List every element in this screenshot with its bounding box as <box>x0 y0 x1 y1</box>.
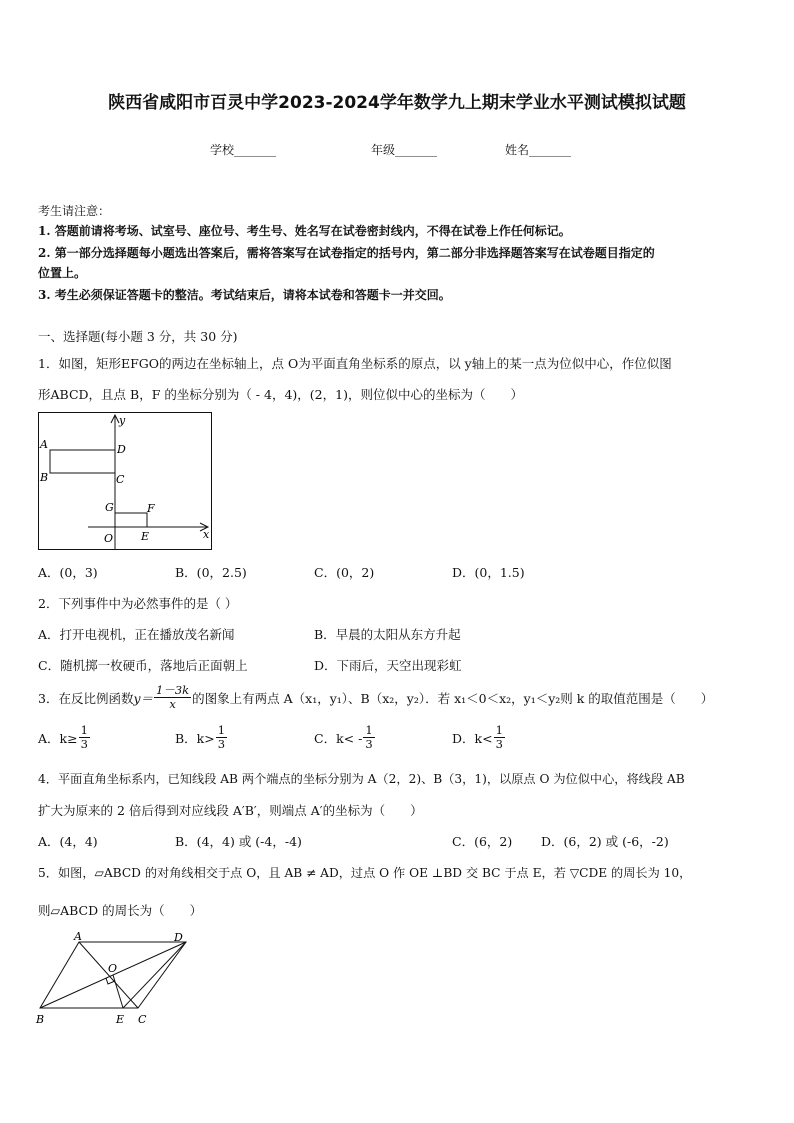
label-y: y <box>119 414 126 427</box>
q3-option-c-frac <box>363 724 374 751</box>
frac-den: 3 <box>365 737 373 751</box>
school-label: 学校 <box>210 143 235 157</box>
q4-option-d: D．(6，2) 或 (-6，-2) <box>541 834 669 849</box>
q3-suffix: 的图象上有两点 A（x₁，y₁）、B（x₂，y₂）．若 x₁＜0＜x₂，y₁＜y₂则 k 的取值范围是（ ） <box>192 690 714 706</box>
q4-option-b: B．(4，4) 或 (-4，-4) <box>175 834 302 849</box>
q3-yeq: y＝ <box>133 690 154 706</box>
question-1-line-1: 1．如图，矩形EFGO的两边在坐标轴上，点 O为平面直角坐标系的原点，以 y轴上的某一点为位似中心，作位似图 <box>38 356 672 371</box>
q3-prefix: 3．在反比例函数 <box>38 690 134 706</box>
label-o: O <box>108 962 118 975</box>
q3-option-c-label: C．k< - <box>314 730 363 746</box>
q3-option-d <box>452 724 506 751</box>
q3-option-a <box>38 724 91 751</box>
q1-option-b: B．(0，2.5) <box>175 565 247 580</box>
label-a: A <box>74 930 82 943</box>
school-blank: _______ <box>234 143 277 157</box>
q3-fraction-num: 1－3k <box>156 683 190 697</box>
q1-option-c: C．(0，2) <box>314 565 375 580</box>
q2-option-a: A．打开电视机，正在播放茂名新闻 <box>38 627 235 642</box>
label-a: A <box>40 438 48 451</box>
question-2-stem: 2．下列事件中为必然事件的是（ ） <box>38 596 238 611</box>
question-5-line-1: 5．如图，▱ABCD 的对角线相交于点 O，且 AB ≠ AD，过点 O 作 OE ⊥BD 交 BC 于点 E，若 ▽CDE 的周长为 10， <box>38 866 692 880</box>
q3-fraction-den: x <box>169 697 176 711</box>
q2-option-d: D．下雨后，天空出现彩虹 <box>314 658 462 673</box>
grade-field <box>371 141 437 158</box>
label-c: C <box>116 473 125 486</box>
label-x: x <box>203 528 210 541</box>
q2-option-b: B．早晨的太阳从东方升起 <box>314 627 461 642</box>
diagonal-ac <box>79 942 138 1008</box>
name-field <box>505 141 571 158</box>
name-label: 姓名 <box>505 143 530 157</box>
figure-frame <box>39 413 212 550</box>
notice-heading: 考生请注意： <box>38 204 111 218</box>
segment-de <box>123 942 186 1008</box>
label-c: C <box>138 1013 147 1026</box>
label-b: B <box>36 1013 45 1026</box>
grade-blank: _______ <box>395 143 438 157</box>
q3-fraction <box>154 684 191 711</box>
name-blank: _______ <box>529 143 572 157</box>
q3-option-b-frac <box>216 724 227 751</box>
frac-den: 3 <box>495 737 503 751</box>
grade-label: 年级 <box>371 143 396 157</box>
q3-option-b <box>175 724 228 751</box>
question-4-line-1: 4．平面直角坐标系内，已知线段 AB 两个端点的坐标分别为 A（2，2)、B（3，1)，以原点 O 为位似中心，将线段 AB <box>38 772 685 786</box>
q3-option-d-label: D．k< <box>452 730 493 746</box>
label-g: G <box>105 501 114 514</box>
frac-num: 1 <box>495 723 503 737</box>
segment-oe <box>113 975 123 1008</box>
q1-option-a: A．(0，3) <box>38 565 98 580</box>
frac-num: 1 <box>365 723 373 737</box>
q4-option-c: C．(6，2) <box>452 834 513 849</box>
q3-option-b-label: B．k> <box>175 730 215 746</box>
q3-option-d-frac <box>494 724 505 751</box>
label-d: D <box>174 931 183 944</box>
q3-option-a-label: A．k≥ <box>38 730 78 746</box>
page-title: 陕西省咸阳市百灵中学2023-2024学年数学九上期末学业水平测试模拟试题 <box>108 93 686 113</box>
label-b: B <box>40 471 49 484</box>
q3-option-c <box>314 724 376 751</box>
label-f: F <box>147 502 155 515</box>
frac-den: 3 <box>80 737 88 751</box>
label-e: E <box>116 1013 125 1026</box>
notice-item: 3. 考生必须保证答题卡的整洁。考试结束后，请将本试卷和答题卡一并交回。 <box>38 288 451 302</box>
school-field <box>210 141 276 158</box>
rectangle-efgo <box>115 513 147 527</box>
q5-figure <box>34 930 194 1030</box>
q3-option-a-frac <box>79 724 90 751</box>
label-o: O <box>104 532 114 545</box>
q1-option-d: D．(0，1.5) <box>452 565 525 580</box>
rectangle-abcd <box>50 450 115 473</box>
label-d: D <box>117 443 126 456</box>
notice-item: 1. 答题前请将考场、试室号、座位号、考生号、姓名写在试卷密封线内，不得在试卷上作任何标记。 <box>38 224 571 238</box>
label-e: E <box>141 530 150 543</box>
frac-num: 1 <box>80 723 88 737</box>
question-4-line-2: 扩大为原来的 2 倍后得到对应线段 A′B′，则端点 A′的坐标为（ ） <box>38 803 423 818</box>
frac-num: 1 <box>217 723 226 737</box>
notice-item: 2. 第一部分选择题每小题选出答案后，需将答案写在试卷指定的括号内，第二部分非选择题答案写在试卷题目指定的 <box>38 246 655 260</box>
notice-item: 位置上。 <box>38 266 87 280</box>
question-5-line-2: 则▱ABCD 的周长为（ ） <box>38 903 203 918</box>
q1-figure <box>38 412 214 552</box>
question-3-stem <box>38 684 713 711</box>
section-heading: 一、选择题(每小题 3 分，共 30 分) <box>38 329 238 344</box>
question-1-line-2: 形ABCD，且点 B，F 的坐标分别为（ - 4，4)，(2，1)，则位似中心的坐标为（ ） <box>38 387 523 402</box>
frac-den: 3 <box>217 737 226 751</box>
q4-option-a: A．(4，4) <box>38 834 98 849</box>
q2-option-c: C．随机掷一枚硬币，落地后正面朝上 <box>38 658 248 673</box>
